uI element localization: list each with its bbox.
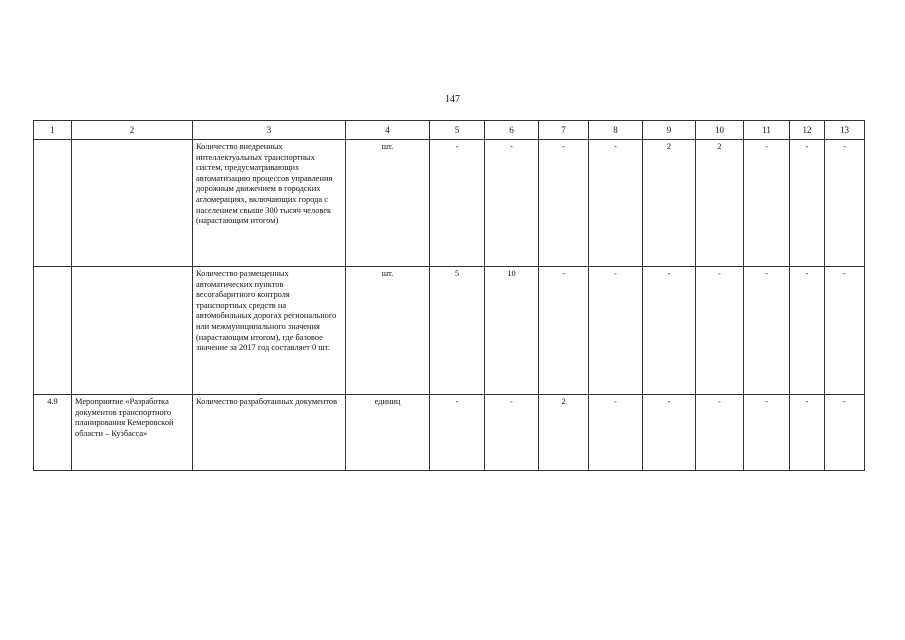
value-cell: -: [589, 140, 643, 267]
indicators-table: [33, 120, 865, 471]
column-header: 9: [643, 121, 696, 140]
event-cell: Мероприятие «Разработка документов транспортного планирования Кемеровской области – Кузбасса»: [72, 395, 193, 471]
value-cell: 2: [696, 140, 744, 267]
page-number: 147: [445, 94, 460, 105]
indicator-cell: Количество внедренных интеллектуальных транспортных систем, предусматривающих автоматизацию процессов управления дорожным движением в городских агломерациях, включающих города с населением свыше 300 тысяч человек (нарастающим итогом): [193, 140, 346, 267]
value-cell: -: [539, 267, 589, 395]
table-row: [34, 395, 865, 471]
column-header: 13: [825, 121, 865, 140]
value-cell: -: [790, 140, 825, 267]
row-id-cell: 4.9: [34, 395, 72, 471]
column-header: 5: [430, 121, 485, 140]
unit-cell: шт.: [346, 140, 430, 267]
column-header: 12: [790, 121, 825, 140]
value-cell: -: [696, 267, 744, 395]
column-header: 7: [539, 121, 589, 140]
column-header: 3: [193, 121, 346, 140]
table-row: [34, 140, 865, 267]
value-cell: -: [825, 395, 865, 471]
value-cell: -: [485, 395, 539, 471]
row-id-cell: [34, 140, 72, 267]
column-header: 4: [346, 121, 430, 140]
event-cell: [72, 267, 193, 395]
value-cell: -: [643, 395, 696, 471]
indicator-cell: Количество разработанных документов: [193, 395, 346, 471]
unit-cell: единиц: [346, 395, 430, 471]
value-cell: -: [589, 267, 643, 395]
value-cell: 5: [430, 267, 485, 395]
value-cell: -: [589, 395, 643, 471]
value-cell: -: [825, 140, 865, 267]
value-cell: -: [790, 395, 825, 471]
event-cell: [72, 140, 193, 267]
column-header: 1: [34, 121, 72, 140]
table-row: [34, 267, 865, 395]
value-cell: -: [744, 267, 790, 395]
value-cell: -: [744, 140, 790, 267]
value-cell: -: [744, 395, 790, 471]
column-header: 8: [589, 121, 643, 140]
header-row: [34, 121, 865, 140]
value-cell: -: [539, 140, 589, 267]
value-cell: 2: [539, 395, 589, 471]
indicator-cell: Количество размещенных автоматических пунктов весогабаритного контроля транспортных средств на автомобильных дорогах регионального или межмуниципального значения (нарастающим итогом), где базовое значение за 2017 год составляет 0 шт.: [193, 267, 346, 395]
value-cell: -: [790, 267, 825, 395]
value-cell: 10: [485, 267, 539, 395]
row-id-cell: [34, 267, 72, 395]
value-cell: -: [485, 140, 539, 267]
column-header: 10: [696, 121, 744, 140]
unit-cell: шт.: [346, 267, 430, 395]
column-header: 6: [485, 121, 539, 140]
value-cell: -: [430, 140, 485, 267]
value-cell: 2: [643, 140, 696, 267]
value-cell: -: [643, 267, 696, 395]
value-cell: -: [696, 395, 744, 471]
column-header: 2: [72, 121, 193, 140]
value-cell: -: [825, 267, 865, 395]
column-header: 11: [744, 121, 790, 140]
value-cell: -: [430, 395, 485, 471]
